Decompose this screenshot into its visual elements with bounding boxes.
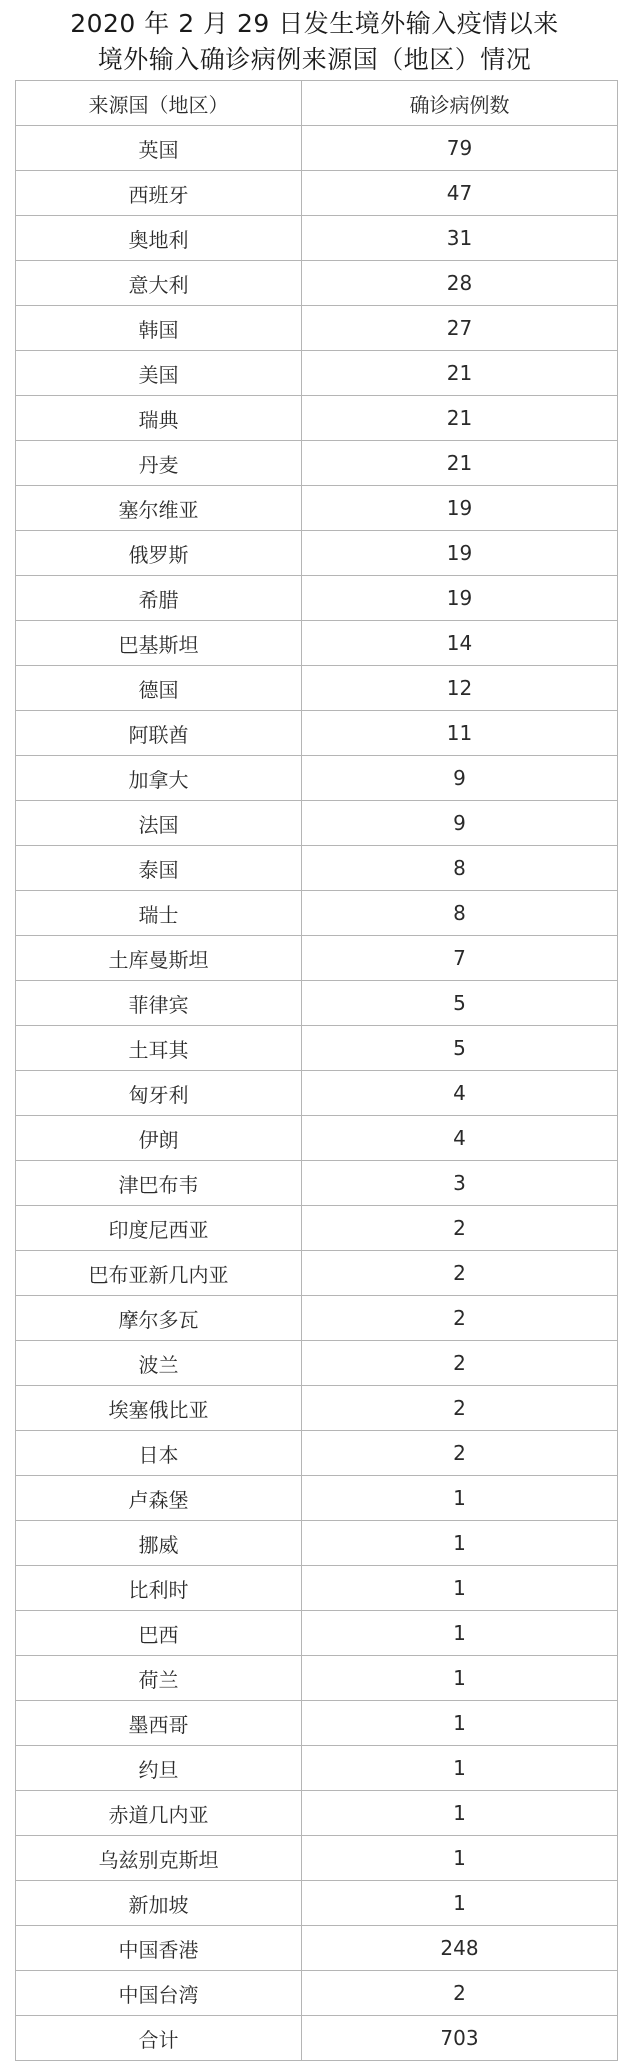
table-row <box>16 621 618 666</box>
region-cell: 韩国 <box>16 306 302 351</box>
table-row <box>16 711 618 756</box>
region-cell: 日本 <box>16 1431 302 1476</box>
region-cell: 瑞典 <box>16 396 302 441</box>
table-row <box>16 1476 618 1521</box>
region-cell: 菲律宾 <box>16 981 302 1026</box>
region-cell: 约旦 <box>16 1746 302 1791</box>
table-row <box>16 1836 618 1881</box>
region-cell: 新加坡 <box>16 1881 302 1926</box>
title-line-2: 境外输入确诊病例来源国（地区）情况 <box>97 45 532 74</box>
region-cell: 墨西哥 <box>16 1701 302 1746</box>
table-row <box>16 981 618 1026</box>
count-cell: 12 <box>302 666 618 711</box>
table-row <box>16 1161 618 1206</box>
count-cell: 1 <box>302 1611 618 1656</box>
count-cell: 5 <box>302 1026 618 1071</box>
table-body <box>16 126 618 2016</box>
count-cell: 7 <box>302 936 618 981</box>
count-cell: 11 <box>302 711 618 756</box>
table-row <box>16 531 618 576</box>
count-cell: 9 <box>302 801 618 846</box>
region-cell: 赤道几内亚 <box>16 1791 302 1836</box>
count-cell: 14 <box>302 621 618 666</box>
document-title <box>0 0 629 78</box>
header-count: 确诊病例数 <box>302 81 618 126</box>
region-cell: 挪威 <box>16 1521 302 1566</box>
count-cell: 2 <box>302 1431 618 1476</box>
count-cell: 8 <box>302 846 618 891</box>
count-cell: 2 <box>302 1386 618 1431</box>
total-row <box>16 2016 618 2061</box>
table-row <box>16 171 618 216</box>
table-row <box>16 1521 618 1566</box>
table-row <box>16 1026 618 1071</box>
count-cell: 5 <box>302 981 618 1026</box>
count-cell: 1 <box>302 1476 618 1521</box>
region-cell: 土库曼斯坦 <box>16 936 302 981</box>
count-cell: 31 <box>302 216 618 261</box>
table-row <box>16 756 618 801</box>
region-cell: 中国台湾 <box>16 1971 302 2016</box>
region-cell: 匈牙利 <box>16 1071 302 1116</box>
region-cell: 丹麦 <box>16 441 302 486</box>
region-cell: 法国 <box>16 801 302 846</box>
region-cell: 荷兰 <box>16 1656 302 1701</box>
count-cell: 2 <box>302 1251 618 1296</box>
region-cell: 津巴布韦 <box>16 1161 302 1206</box>
count-cell: 4 <box>302 1071 618 1116</box>
count-cell: 2 <box>302 1206 618 1251</box>
table-row <box>16 1881 618 1926</box>
region-cell: 瑞士 <box>16 891 302 936</box>
region-cell: 巴布亚新几内亚 <box>16 1251 302 1296</box>
count-cell: 1 <box>302 1701 618 1746</box>
table-row <box>16 576 618 621</box>
table-row <box>16 1926 618 1971</box>
region-cell: 阿联酋 <box>16 711 302 756</box>
table-row <box>16 126 618 171</box>
count-cell: 1 <box>302 1521 618 1566</box>
count-cell: 3 <box>302 1161 618 1206</box>
table-row <box>16 1971 618 2016</box>
table-row <box>16 1431 618 1476</box>
table-row <box>16 396 618 441</box>
table-row <box>16 1566 618 1611</box>
total-count: 703 <box>302 2016 618 2061</box>
region-cell: 中国香港 <box>16 1926 302 1971</box>
region-cell: 意大利 <box>16 261 302 306</box>
count-cell: 1 <box>302 1836 618 1881</box>
count-cell: 19 <box>302 486 618 531</box>
header-region: 来源国（地区） <box>16 81 302 126</box>
count-cell: 2 <box>302 1341 618 1386</box>
table-row <box>16 1071 618 1116</box>
count-cell: 1 <box>302 1746 618 1791</box>
region-cell: 乌兹别克斯坦 <box>16 1836 302 1881</box>
count-cell: 79 <box>302 126 618 171</box>
table-row <box>16 306 618 351</box>
table-row <box>16 801 618 846</box>
table-row <box>16 351 618 396</box>
count-cell: 19 <box>302 531 618 576</box>
total-label: 合计 <box>16 2016 302 2061</box>
table-row <box>16 1791 618 1836</box>
table-row <box>16 1386 618 1431</box>
table-row <box>16 1701 618 1746</box>
region-cell: 土耳其 <box>16 1026 302 1071</box>
table-row <box>16 261 618 306</box>
count-cell: 27 <box>302 306 618 351</box>
count-cell: 1 <box>302 1566 618 1611</box>
region-cell: 泰国 <box>16 846 302 891</box>
region-cell: 卢森堡 <box>16 1476 302 1521</box>
table-row <box>16 486 618 531</box>
region-cell: 德国 <box>16 666 302 711</box>
count-cell: 1 <box>302 1656 618 1701</box>
table-row <box>16 891 618 936</box>
count-cell: 9 <box>302 756 618 801</box>
table-row <box>16 1611 618 1656</box>
region-cell: 埃塞俄比亚 <box>16 1386 302 1431</box>
region-cell: 印度尼西亚 <box>16 1206 302 1251</box>
count-cell: 47 <box>302 171 618 216</box>
region-cell: 巴基斯坦 <box>16 621 302 666</box>
table-row <box>16 936 618 981</box>
table-row <box>16 846 618 891</box>
count-cell: 248 <box>302 1926 618 1971</box>
region-cell: 塞尔维亚 <box>16 486 302 531</box>
count-cell: 19 <box>302 576 618 621</box>
table-row <box>16 441 618 486</box>
table-header-row <box>16 81 618 126</box>
region-cell: 伊朗 <box>16 1116 302 1161</box>
table-row <box>16 666 618 711</box>
count-cell: 4 <box>302 1116 618 1161</box>
count-cell: 21 <box>302 396 618 441</box>
region-cell: 比利时 <box>16 1566 302 1611</box>
count-cell: 21 <box>302 351 618 396</box>
count-cell: 21 <box>302 441 618 486</box>
title-line-1: 2020 年 2 月 29 日发生境外输入疫情以来 <box>70 9 559 38</box>
count-cell: 1 <box>302 1791 618 1836</box>
region-cell: 波兰 <box>16 1341 302 1386</box>
region-cell: 西班牙 <box>16 171 302 216</box>
table-row <box>16 1341 618 1386</box>
table-row <box>16 1296 618 1341</box>
region-cell: 摩尔多瓦 <box>16 1296 302 1341</box>
count-cell: 1 <box>302 1881 618 1926</box>
table-row <box>16 1116 618 1161</box>
region-cell: 英国 <box>16 126 302 171</box>
region-cell: 俄罗斯 <box>16 531 302 576</box>
region-cell: 加拿大 <box>16 756 302 801</box>
table-row <box>16 1251 618 1296</box>
table-row <box>16 216 618 261</box>
count-cell: 28 <box>302 261 618 306</box>
count-cell: 8 <box>302 891 618 936</box>
count-cell: 2 <box>302 1296 618 1341</box>
region-cell: 希腊 <box>16 576 302 621</box>
imported-cases-table <box>15 80 618 2061</box>
region-cell: 美国 <box>16 351 302 396</box>
region-cell: 奥地利 <box>16 216 302 261</box>
region-cell: 巴西 <box>16 1611 302 1656</box>
table-row <box>16 1656 618 1701</box>
count-cell: 2 <box>302 1971 618 2016</box>
table-row <box>16 1746 618 1791</box>
table-row <box>16 1206 618 1251</box>
